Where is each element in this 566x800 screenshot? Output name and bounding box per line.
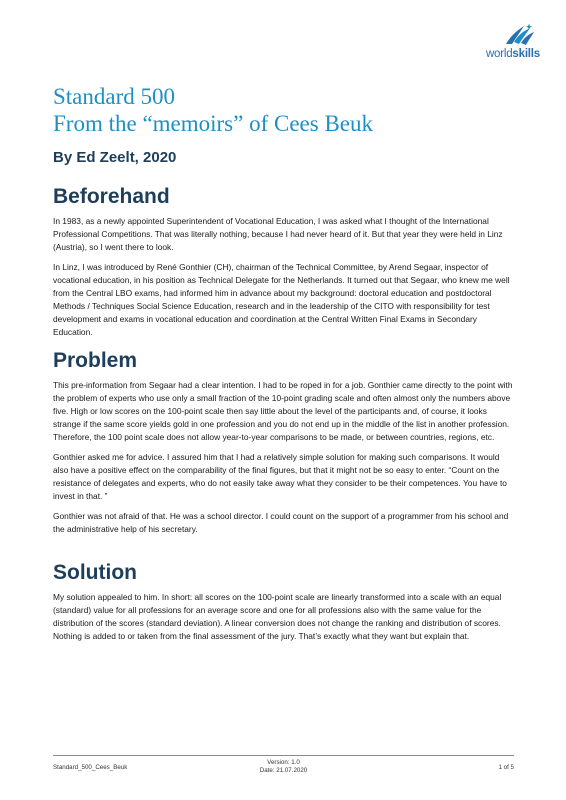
footer-version-block bbox=[53, 759, 514, 775]
worldskills-bird-icon bbox=[502, 22, 536, 48]
section-heading: Solution bbox=[53, 561, 137, 584]
footer-document-name: Standard_500_Cees_Beuk bbox=[53, 764, 128, 771]
paragraph: Gonthier was not afraid of that. He was a school director. I could count on the support of a programmer from his school and the administrative help of his secretary. bbox=[53, 511, 509, 534]
paragraph: In 1983, as a newly appointed Superintendent of Vocational Education, I was asked what I thought of the International Professional Competitions. That was literally nothing, because I had never heard of it. But that year they were held in Linz (Austria), so I went there to look. bbox=[53, 216, 503, 252]
paragraph: This pre-information from Segaar had a clear intention. I had to be roped in for a job. Gonthier came directly to the point with the problem of experts who use only a small fraction of the 10-point grading scale and often almost only the numbers above five. High or low scores on the 100-point scale then say little about the level of the participants and, of course, it looks strange if the same score yields gold in one profession and you do not end up in the middle of the list in another profession. Therefore, the 100 point scale does not allow year-to-year comparisons to be made, or between countries, regions, etc. bbox=[53, 380, 513, 442]
section-solution bbox=[53, 561, 515, 643]
title-line-1: Standard 500 bbox=[53, 84, 176, 109]
paragraph: Gonthier asked me for advice. I assured him that I had a relatively simple solution for making such comparisons. It would also have a positive effect on the comparability of the final figures, but that it might not be so easy to enter. “Count on the resistance of delegates and experts, who do not easily take away what they consider to be their competences. You have to invest in that. ” bbox=[53, 452, 507, 501]
logo-wordmark: worldskills bbox=[485, 48, 540, 60]
section-beforehand bbox=[53, 185, 515, 339]
footer-page-number: 1 of 5 bbox=[498, 764, 514, 771]
page-footer bbox=[53, 755, 514, 778]
byline: By Ed Zeelt, 2020 bbox=[53, 149, 177, 166]
paragraph: In Linz, I was introduced by René Gonthier (CH), chairman of the Technical Committee, by Arend Segaar, inspector of vocational education, in his position as Technical Delegate for the Netherlands. It turned out that Segaar, who knew me well from the Central LBO exams, had informed him in advance about my background: doctoral education and postdoctoral Methods / Techniques Social Science Education, research and in the leadership of the CITO with responsibility for test development and exams in vocational education and coordination at the Central Written Final Exams in Secondary Education. bbox=[53, 262, 510, 337]
section-problem bbox=[53, 349, 515, 536]
section-heading: Beforehand bbox=[53, 185, 170, 208]
worldskills-logo bbox=[460, 22, 540, 64]
footer-version: Version: 1.0 bbox=[267, 759, 300, 766]
footer-date: Date: 21.07.2020 bbox=[259, 767, 308, 774]
section-heading: Problem bbox=[53, 349, 138, 372]
title-line-2: From the “memoirs” of Cees Beuk bbox=[53, 111, 374, 136]
paragraph: My solution appealed to him. In short: all scores on the 100-point scale are linearly transformed into a scale with an equal (standard) value for all professions for an average score and one for all professions also with the same value for the distribution of the scores (standard deviation). A linear conversion does not change the ranking and distribution of scores. Nothing is added to or taken from the final assessment of the jury. That’s exactly what they want but explain that. bbox=[53, 592, 502, 641]
document-title bbox=[53, 83, 513, 137]
